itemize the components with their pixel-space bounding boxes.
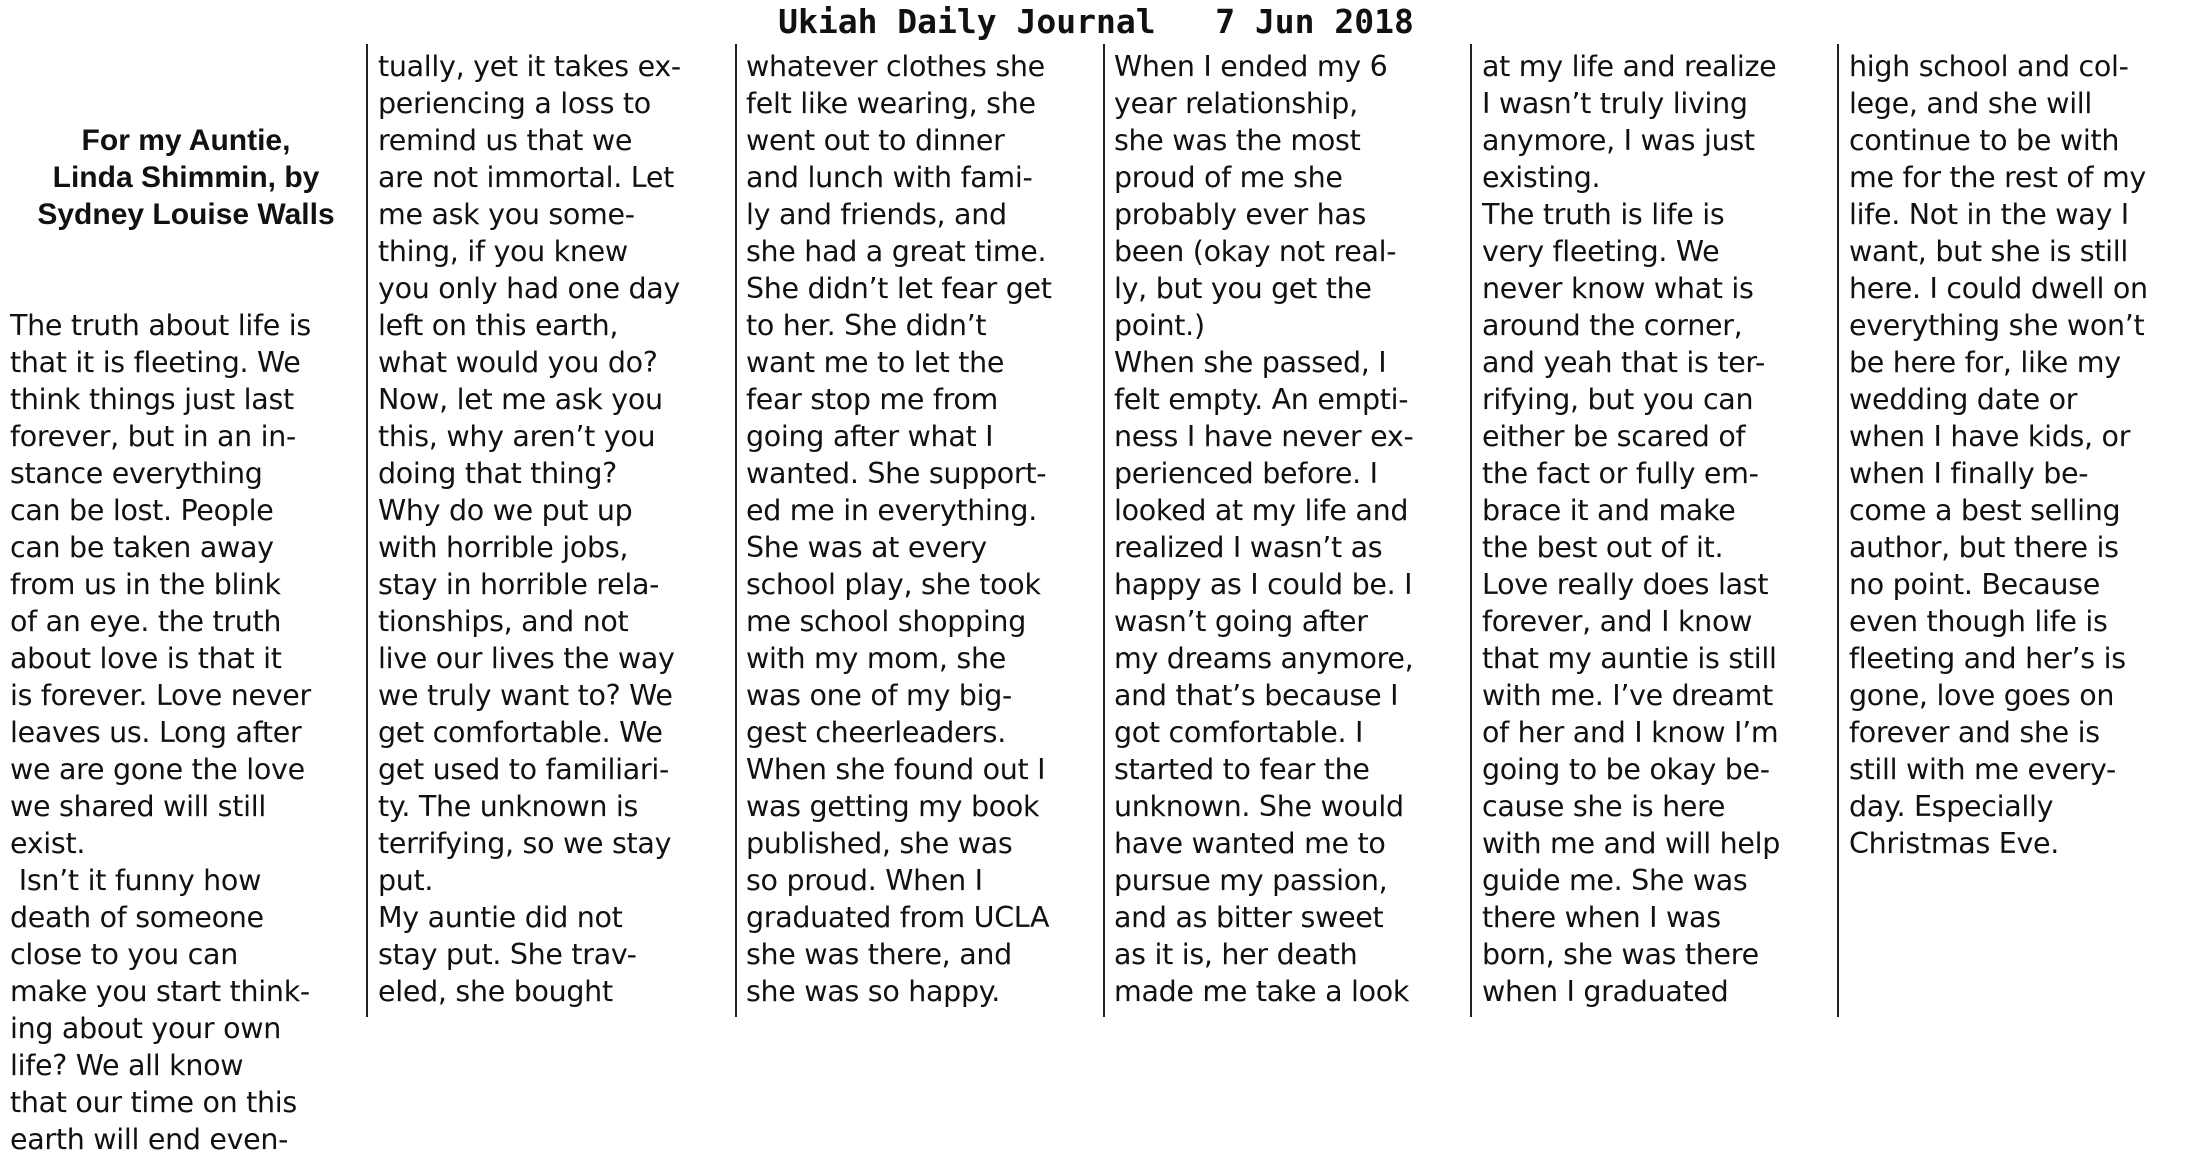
article-text-line: she was so happy.: [746, 975, 1001, 1008]
article-text-line: fear stop me from: [746, 383, 998, 416]
article-text-line: with my mom, she: [746, 642, 1006, 675]
article-text-line: perienced before. I: [1114, 457, 1378, 490]
article-text-line: been (okay not real-: [1114, 235, 1397, 268]
article-text-line: there when I was: [1482, 901, 1721, 934]
article-text-line: Now, let me ask you: [378, 383, 663, 416]
article-text-line: looked at my life and: [1114, 494, 1409, 527]
article-text-line: me for the rest of my: [1849, 161, 2146, 194]
article-text-line: existing.: [1482, 161, 1601, 194]
article-text-line: she was the most: [1114, 124, 1361, 157]
article-text-line: ty. The unknown is: [378, 790, 639, 823]
headline-line: For my Auntie,: [81, 124, 291, 157]
article-text-line: going after what I: [746, 420, 994, 453]
article-text-line: ed me in everything.: [746, 494, 1037, 527]
article-column-6: [1849, 48, 2189, 1017]
article-text-line: tionships, and not: [378, 605, 629, 638]
article-text-line: The truth about life is: [10, 309, 311, 342]
column-divider: [1470, 44, 1472, 1017]
article-text-line: stance everything: [10, 457, 263, 490]
article-text-line: she was there, and: [746, 938, 1012, 971]
article-text-line: terrifying, so we stay: [378, 827, 672, 860]
article-text-line: very fleeting. We: [1482, 235, 1720, 268]
article-text-line: can be lost. People: [10, 494, 274, 527]
article-text-line: you only had one day: [378, 272, 680, 305]
article-text-line: earth will end even-: [10, 1123, 289, 1156]
article-text-line: graduated from UCLA: [746, 901, 1050, 934]
article-text-line: ly and friends, and: [746, 198, 1007, 231]
headline-line: Linda Shimmin, by: [52, 161, 320, 194]
article-column-1: [10, 48, 362, 1156]
article-text-line: whatever clothes she: [746, 50, 1045, 83]
article-text-line: got comfortable. I: [1114, 716, 1364, 749]
article-text-line: was one of my big-: [746, 679, 1012, 712]
article-text-line: year relationship,: [1114, 87, 1358, 120]
article-text-line: she had a great time.: [746, 235, 1047, 268]
article-text-line: that our time on this: [10, 1086, 297, 1119]
article-text-line: we shared will still: [10, 790, 266, 823]
article-text-line: the fact or fully em-: [1482, 457, 1759, 490]
article-text-line: point.): [1114, 309, 1205, 342]
article-text-line: put.: [378, 864, 434, 897]
article-text-line: published, she was: [746, 827, 1013, 860]
article-text-line: author, but there is: [1849, 531, 2119, 564]
column-divider: [1103, 44, 1105, 1017]
article-text-line: pursue my passion,: [1114, 864, 1388, 897]
article-column-3: [746, 48, 1096, 1017]
article-text-line: remind us that we: [378, 124, 633, 157]
article-text-line: to her. She didn’t: [746, 309, 987, 342]
article-text-line: leaves us. Long after: [10, 716, 302, 749]
article-text-line: unknown. She would: [1114, 790, 1404, 823]
article-text-line: and lunch with fami-: [746, 161, 1033, 194]
article-text-line: forever, and I know: [1482, 605, 1753, 638]
publication-date: 7 Jun 2018: [1215, 2, 1414, 41]
article-text-line: Isn’t it funny how: [10, 864, 262, 897]
article-text-line: around the corner,: [1482, 309, 1743, 342]
article-text-line: doing that thing?: [378, 457, 617, 490]
article-text-line: eled, she bought: [378, 975, 613, 1008]
article-text-line: that it is fleeting. We: [10, 346, 301, 379]
article-text-line: brace it and make: [1482, 494, 1736, 527]
article-text-line: life? We all know: [10, 1049, 244, 1082]
masthead: [0, 0, 2192, 44]
article-text-line: guide me. She was: [1482, 864, 1748, 897]
article-text-line: rifying, but you can: [1482, 383, 1754, 416]
article-text-line: can be taken away: [10, 531, 274, 564]
article-column-2: [378, 48, 728, 1017]
article-text-line: wanted. She support-: [746, 457, 1047, 490]
article-text-line: probably ever has: [1114, 198, 1367, 231]
article-text-line: with me. I’ve dreamt: [1482, 679, 1773, 712]
article-text-line: wasn’t going after: [1114, 605, 1368, 638]
article-text-line: at my life and realize: [1482, 50, 1777, 83]
article-text-line: day. Especially: [1849, 790, 2054, 823]
article-text-line: that my auntie is still: [1482, 642, 1777, 675]
article-text-line: live our lives the way: [378, 642, 675, 675]
article-text-line: stay in horrible rela-: [378, 568, 660, 601]
article-text-line: Love really does last: [1482, 568, 1769, 601]
article-text-line: want, but she is still: [1849, 235, 2129, 268]
article-text-line: exist.: [10, 827, 86, 860]
article-text-line: have wanted me to: [1114, 827, 1386, 860]
article-text-line: My auntie did not: [378, 901, 623, 934]
article-text-line: even though life is: [1849, 605, 2108, 638]
article-text-line: periencing a loss to: [378, 87, 651, 120]
article-text-line: about love is that it: [10, 642, 282, 675]
article-text-line: cause she is here: [1482, 790, 1726, 823]
article-text-line: is forever. Love never: [10, 679, 311, 712]
article-text-line: gone, love goes on: [1849, 679, 2115, 712]
article-text-line: me ask you some-: [378, 198, 635, 231]
article-text-line: as it is, her death: [1114, 938, 1358, 971]
article-text-line: from us in the blink: [10, 568, 281, 601]
article-text-line: still with me every-: [1849, 753, 2117, 786]
article-text-line: ing about your own: [10, 1012, 281, 1045]
article-text-line: and that’s because I: [1114, 679, 1399, 712]
article-text-line: felt empty. An empti-: [1114, 383, 1409, 416]
article-text-line: happy as I could be. I: [1114, 568, 1413, 601]
article-text-line: we truly want to? We: [378, 679, 673, 712]
article-text-line: come a best selling: [1849, 494, 2121, 527]
article-text-line: Why do we put up: [378, 494, 633, 527]
article-text-line: and as bitter sweet: [1114, 901, 1384, 934]
article-text-line: felt like wearing, she: [746, 87, 1036, 120]
article-text-line: life. Not in the way I: [1849, 198, 2129, 231]
article-text-line: be here for, like my: [1849, 346, 2121, 379]
article-text-line: ness I have never ex-: [1114, 420, 1414, 453]
article-text-line: left on this earth,: [378, 309, 619, 342]
article-column-4: [1114, 48, 1464, 1017]
article-text-line: me school shopping: [746, 605, 1026, 638]
article-text-line: She was at every: [746, 531, 987, 564]
article-text-line: so proud. When I: [746, 864, 983, 897]
article-text-line: born, she was there: [1482, 938, 1759, 971]
article-text-line: when I finally be-: [1849, 457, 2089, 490]
article-text-line: either be scared of: [1482, 420, 1746, 453]
article-text-line: with me and will help: [1482, 827, 1780, 860]
article-text-line: ly, but you get the: [1114, 272, 1372, 305]
article-text-line: continue to be with: [1849, 124, 2120, 157]
article-text-line: was getting my book: [746, 790, 1040, 823]
article-text-line: lege, and she will: [1849, 87, 2093, 120]
article-columns: [0, 44, 2192, 1156]
article-text-line: want me to let the: [746, 346, 1005, 379]
article-text-line: get comfortable. We: [378, 716, 663, 749]
article-text-line: with horrible jobs,: [378, 531, 629, 564]
article-text-line: gest cheerleaders.: [746, 716, 1006, 749]
article-text-line: realized I wasn’t as: [1114, 531, 1383, 564]
article-text-line: here. I could dwell on: [1849, 272, 2148, 305]
article-text-line: no point. Because: [1849, 568, 2100, 601]
article-text-line: are not immortal. Let: [378, 161, 674, 194]
article-text-line: wedding date or: [1849, 383, 2078, 416]
article-text-line: forever and she is: [1849, 716, 2100, 749]
publication-name: Ukiah Daily Journal: [778, 2, 1156, 41]
article-text-line: went out to dinner: [746, 124, 1005, 157]
article-text-line: and yeah that is ter-: [1482, 346, 1766, 379]
article-text-line: anymore, I was just: [1482, 124, 1755, 157]
article-column-5: [1482, 48, 1832, 1017]
column-divider: [1837, 44, 1839, 1017]
article-text-line: we are gone the love: [10, 753, 305, 786]
article-text-line: stay put. She trav-: [378, 938, 637, 971]
article-text-line: when I graduated: [1482, 975, 1729, 1008]
article-text-line: my dreams anymore,: [1114, 642, 1414, 675]
article-text-line: get used to familiari-: [378, 753, 669, 786]
article-text-line: what would you do?: [378, 346, 658, 379]
article-text-line: started to fear the: [1114, 753, 1370, 786]
article-text-line: tually, yet it takes ex-: [378, 50, 681, 83]
article-text-line: the best out of it.: [1482, 531, 1724, 564]
article-text-line: fleeting and her’s is: [1849, 642, 2126, 675]
article-text-line: When she found out I: [746, 753, 1046, 786]
article-text-line: I wasn’t truly living: [1482, 87, 1748, 120]
article-text-line: of her and I know I’m: [1482, 716, 1779, 749]
article-text-line: when I have kids, or: [1849, 420, 2131, 453]
article-text-line: never know what is: [1482, 272, 1754, 305]
article-text-line: made me take a look: [1114, 975, 1410, 1008]
article-text-line: this, why aren’t you: [378, 420, 656, 453]
article-text-line: everything she won’t: [1849, 309, 2145, 342]
article-text-line: think things just last: [10, 383, 294, 416]
article-text-line: When she passed, I: [1114, 346, 1387, 379]
column-divider: [366, 44, 368, 1017]
article-headline: [10, 122, 362, 233]
article-text-line: When I ended my 6: [1114, 50, 1388, 83]
article-text-line: forever, but in an in-: [10, 420, 297, 453]
article-text-line: of an eye. the truth: [10, 605, 282, 638]
article-text-line: The truth is life is: [1482, 198, 1725, 231]
article-text-line: proud of me she: [1114, 161, 1343, 194]
article-text-line: make you start think-: [10, 975, 310, 1008]
article-text-line: Christmas Eve.: [1849, 827, 2060, 860]
article-text-line: school play, she took: [746, 568, 1041, 601]
article-text-line: death of someone: [10, 901, 264, 934]
column-divider: [735, 44, 737, 1017]
article-text-line: thing, if you knew: [378, 235, 628, 268]
headline-line: Sydney Louise Walls: [37, 198, 335, 231]
article-text-line: close to you can: [10, 938, 238, 971]
article-text-line: She didn’t let fear get: [746, 272, 1052, 305]
article-text-line: going to be okay be-: [1482, 753, 1770, 786]
article-text-line: high school and col-: [1849, 50, 2129, 83]
